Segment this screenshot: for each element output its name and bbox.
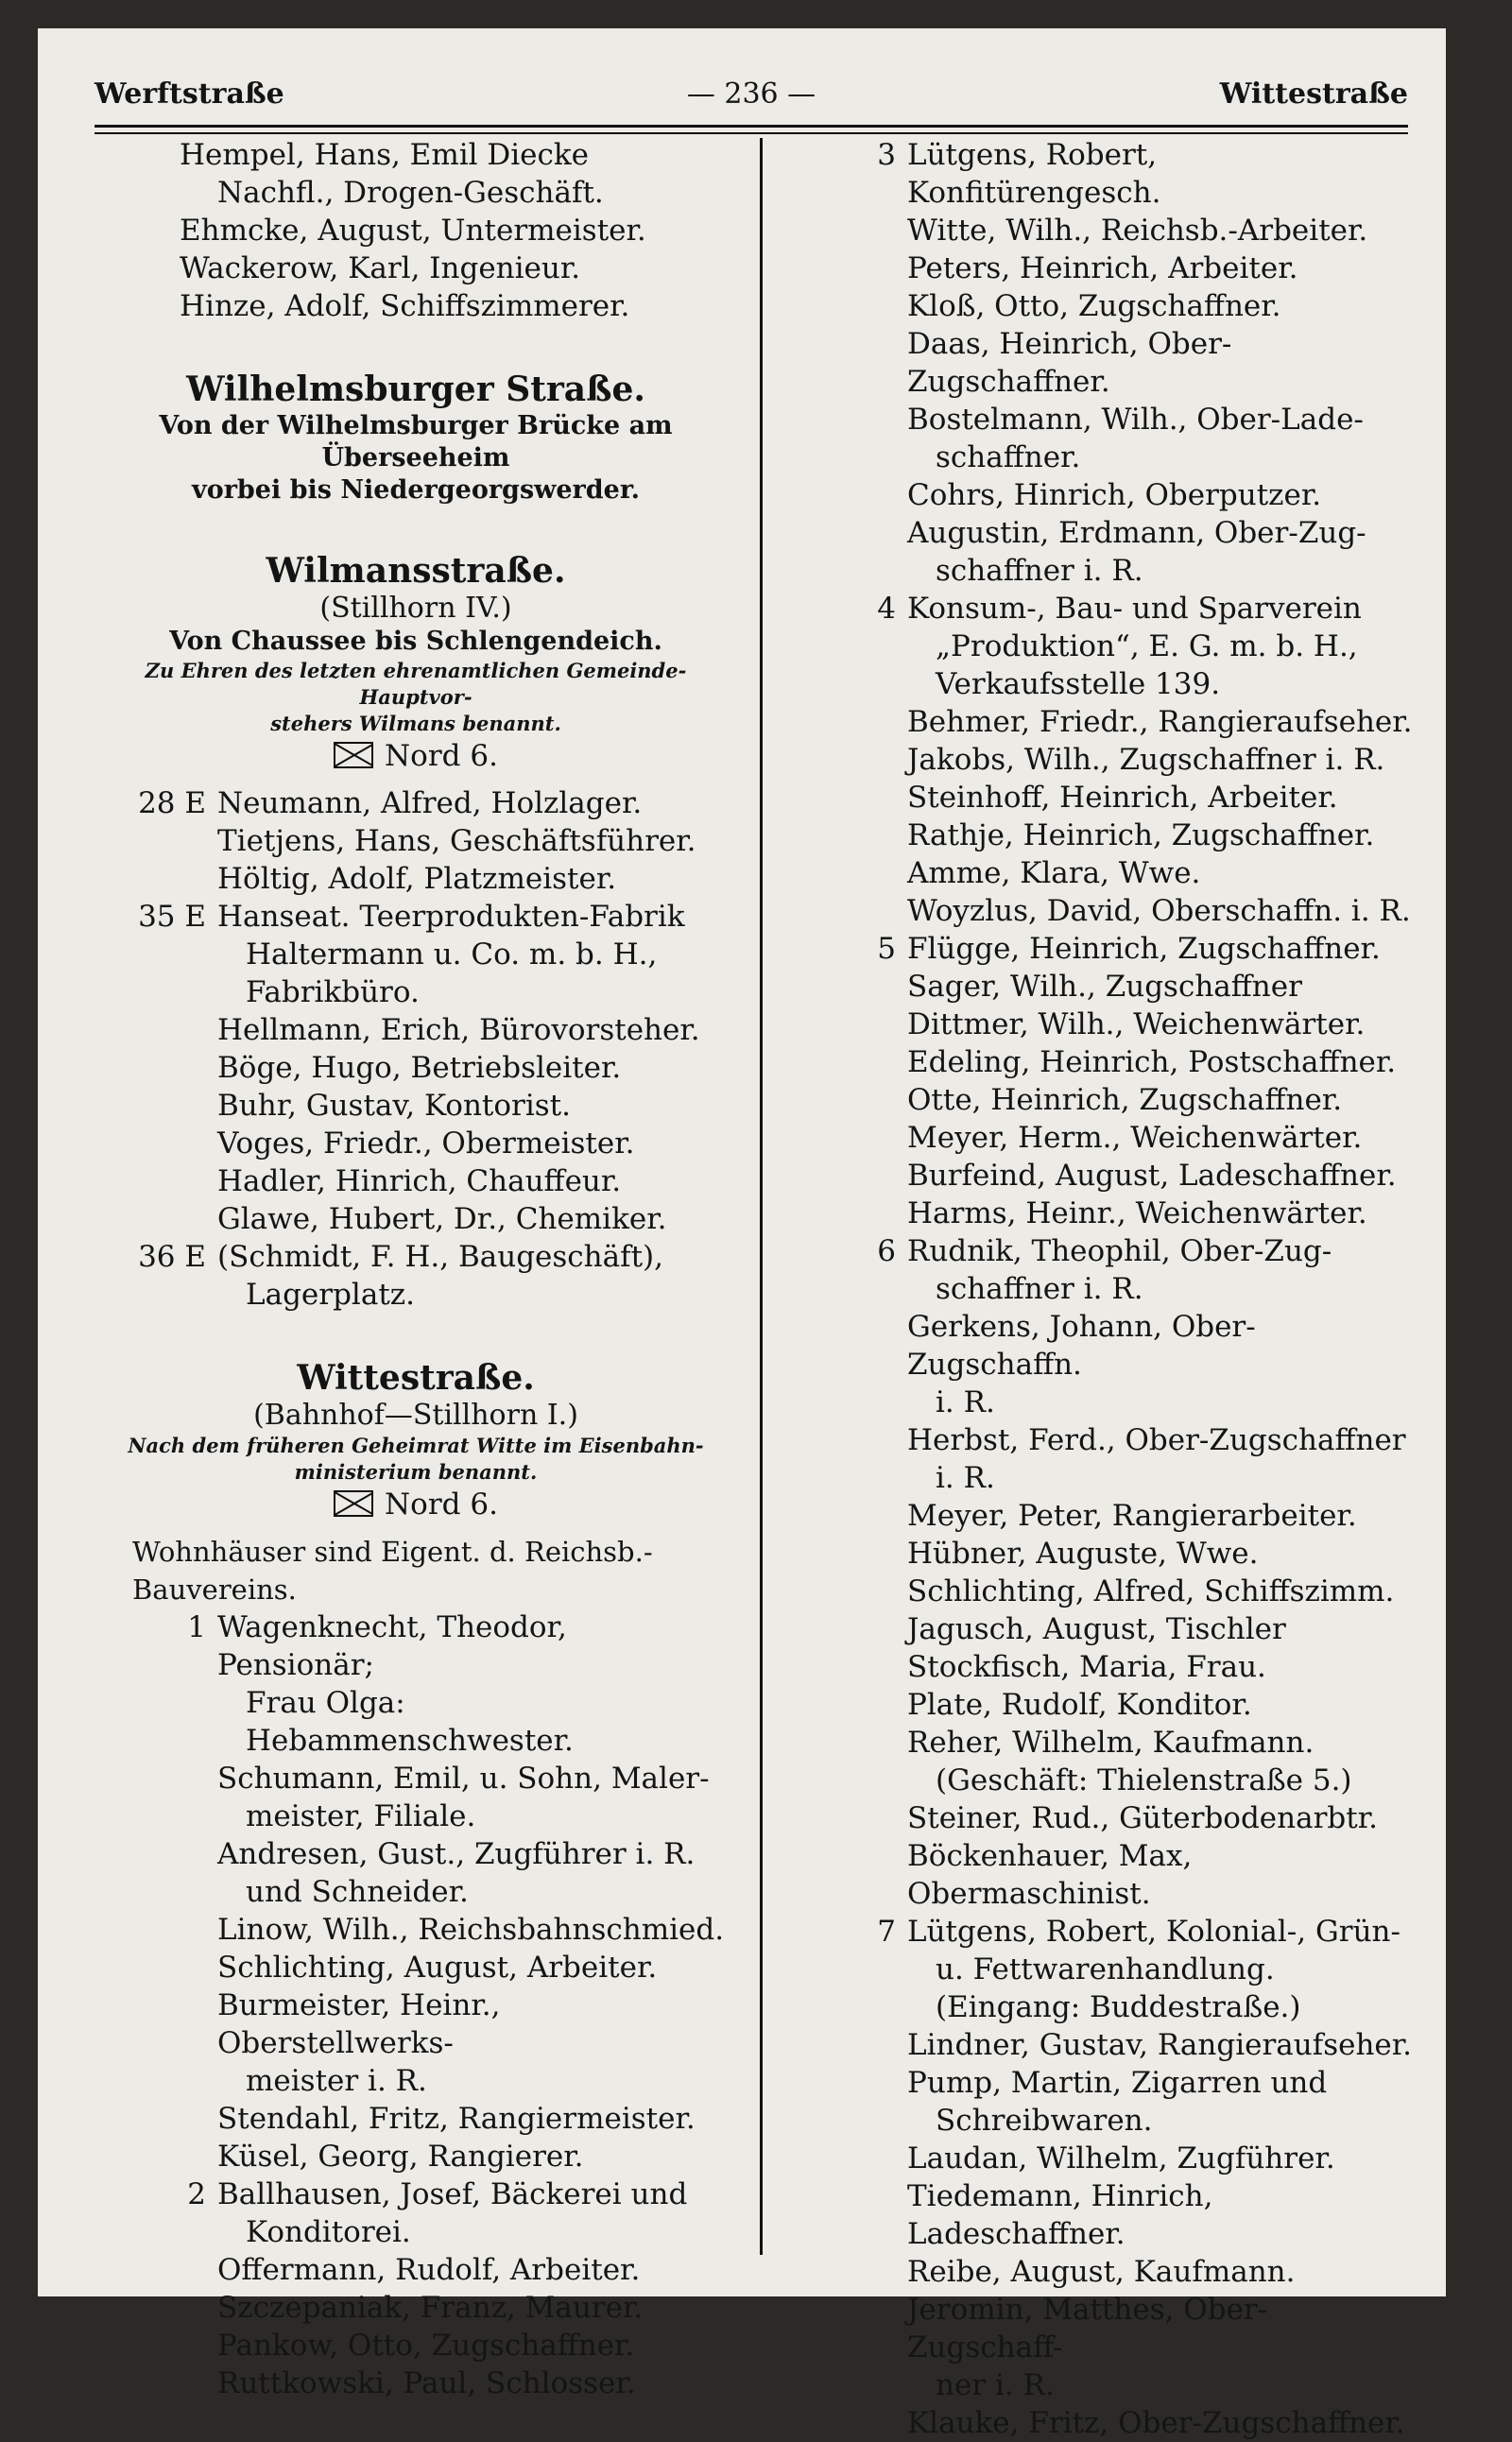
resident-entry <box>794 1308 1418 1421</box>
entry-line <box>794 817 1418 854</box>
resident-entry <box>794 1573 1418 1610</box>
resident-entry <box>104 1011 728 1049</box>
resident-entry <box>794 325 1418 401</box>
resident-entry <box>104 1087 728 1125</box>
entry-line <box>794 1119 1418 1157</box>
resident-entry <box>104 2289 728 2327</box>
entry-line <box>794 136 1418 212</box>
resident-list <box>104 1608 728 2402</box>
entry-text: Schlichting, Alfred, Schiffszimm. <box>907 1574 1395 1608</box>
entry-text: Linow, Wilh., Reichsbahnschmied. <box>217 1913 725 1947</box>
entry-continuation: i. R. <box>936 1385 995 1419</box>
continued-entries <box>104 136 728 325</box>
entry-text: Rudnik, Theophil, Ober-Zug- <box>907 1234 1332 1268</box>
entry-line <box>794 1497 1418 1535</box>
entry-line <box>794 930 1418 968</box>
resident-entry <box>104 2327 728 2365</box>
resident-entry <box>794 2253 1418 2291</box>
entry-text: Szczepaniak, Franz, Maurer. <box>217 2291 644 2325</box>
entry-line <box>794 1648 1418 1686</box>
entry-continuation: meister, Filiale. <box>246 1799 476 1833</box>
house-number: 7 <box>877 1915 896 1949</box>
entry-text: Steiner, Rud., Güterbodenarbtr. <box>907 1801 1378 1835</box>
entry-text: Hanseat. Teerprodukten-Fabrik <box>217 900 685 934</box>
entry-line <box>104 1125 728 1162</box>
entry-text: Reibe, August, Kaufmann. <box>907 2255 1296 2289</box>
entry-continuation: schaffner. <box>936 440 1081 474</box>
house-number: 3 <box>877 138 896 172</box>
street-section-witte <box>104 1357 728 2402</box>
entry-text: Dittmer, Wilh., Weichenwärter. <box>907 1007 1366 1041</box>
entry-text: Tietjens, Hans, Geschäftsführer. <box>217 824 696 858</box>
resident-entry <box>794 212 1418 249</box>
resident-entry <box>794 1497 1418 1535</box>
resident-entry <box>104 1949 728 1986</box>
entry-text: Wagenknecht, Theodor, Pensionär; <box>217 1610 567 1682</box>
resident-list <box>104 784 728 1314</box>
entry-text: Pump, Martin, Zigarren und <box>907 2066 1328 2100</box>
resident-entry <box>794 854 1418 892</box>
entry-line <box>794 1006 1418 1043</box>
resident-entry <box>794 401 1418 476</box>
document-page <box>38 28 1446 2440</box>
entry-line <box>104 1911 728 1949</box>
entry-continuation: schaffner i. R. <box>936 554 1143 588</box>
resident-entry <box>794 2291 1418 2404</box>
street-description: Von der Wilhelmsburger Brücke am Überseeheim <box>159 411 673 473</box>
entry-line <box>794 590 1418 628</box>
entry-line <box>794 779 1418 817</box>
entry-line <box>794 1535 1418 1573</box>
entry-text: Hellmann, Erich, Bürovorsteher. <box>217 1013 700 1047</box>
entry-text: Augustin, Erdmann, Ober-Zug- <box>907 516 1366 550</box>
street-naming-note: ministerium benannt. <box>294 1460 538 1484</box>
resident-entry <box>794 741 1418 779</box>
resident-entry <box>794 1081 1418 1119</box>
entry-line <box>794 249 1418 287</box>
left-column <box>104 136 728 2402</box>
resident-entry <box>794 249 1418 287</box>
entry-line <box>104 1238 728 1276</box>
entry-text: Andresen, Gust., Zugführer i. R. <box>217 1837 696 1871</box>
entry-text: Schlichting, August, Arbeiter. <box>217 1951 658 1985</box>
street-naming-note: Nach dem früheren Geheimrat Witte im Eisenbahn- <box>128 1434 704 1457</box>
house-number: 36 E <box>138 1240 206 1274</box>
entry-text: Kloß, Otto, Zugschaffner. <box>907 289 1281 323</box>
entry-line: Hempel, Hans, Emil Diecke <box>180 138 590 172</box>
entry-text: Peters, Heinrich, Arbeiter. <box>907 251 1298 285</box>
entry-line <box>794 1421 1418 1459</box>
street-location: (Bahnhof—Stillhorn I.) <box>253 1399 578 1432</box>
entry-text: Stockfisch, Maria, Frau. <box>907 1650 1266 1684</box>
resident-entry <box>794 1648 1418 1686</box>
resident-entry <box>104 2100 728 2138</box>
entry-line <box>104 784 728 822</box>
entry-text: Edeling, Heinrich, Postschaffner. <box>907 1045 1397 1079</box>
resident-list <box>794 136 1418 2442</box>
house-number: 35 E <box>138 900 206 934</box>
resident-entry <box>104 1835 728 1911</box>
street-naming-note: stehers Wilmans benannt. <box>270 712 561 735</box>
entry-text: Meyer, Peter, Rangierarbeiter. <box>907 1499 1357 1533</box>
street-naming-note: Zu Ehren des letzten ehrenamtlichen Gemeinde-Hauptvor- <box>145 659 687 709</box>
entry-line <box>104 1011 728 1049</box>
entry-line <box>794 2253 1418 2291</box>
resident-entry <box>794 1421 1418 1497</box>
entry-line <box>104 860 728 898</box>
entry-text: Gerkens, Johann, Ober-Zugschaffn. <box>907 1310 1256 1382</box>
resident-entry <box>104 898 728 1011</box>
entry-line <box>104 1986 728 2062</box>
resident-entry <box>104 1200 728 1238</box>
entry-text: Höltig, Adolf, Platzmeister. <box>217 862 617 896</box>
entry-text: Pankow, Otto, Zugschaffner. <box>217 2329 635 2363</box>
entry-text: Hadler, Hinrich, Chauffeur. <box>217 1164 622 1198</box>
entry-text: Flügge, Heinrich, Zugschaffner. <box>907 932 1381 966</box>
entry-line <box>794 1157 1418 1195</box>
entry-text: Lindner, Gustav, Rangieraufseher. <box>907 2028 1413 2062</box>
entry-continuation: Verkaufsstelle 139. <box>936 667 1221 701</box>
entry-line <box>104 2289 728 2327</box>
house-number: 1 <box>187 1610 206 1644</box>
resident-entry <box>794 2026 1418 2064</box>
entry-continuation: schaffner i. R. <box>936 1272 1143 1306</box>
entry-line <box>794 287 1418 325</box>
entry-line: Wackerow, Karl, Ingenieur. <box>180 251 581 285</box>
street-heading: Wilmansstraße. <box>266 551 566 591</box>
entry-text: (Schmidt, F. H., Baugeschäft), <box>217 1240 663 1274</box>
entry-text: Cohrs, Hinrich, Oberputzer. <box>907 478 1322 512</box>
entry-text: Meyer, Herm., Weichenwärter. <box>907 1121 1363 1155</box>
entry-line <box>794 1232 1418 1270</box>
entry-continuation: Schreibwaren. <box>936 2104 1153 2138</box>
resident-entry <box>794 892 1418 930</box>
entry-line <box>794 892 1418 930</box>
envelope-icon <box>334 742 373 768</box>
entry-line <box>794 1686 1418 1724</box>
entry-text: Amme, Klara, Wwe. <box>907 856 1201 890</box>
postal-district <box>104 737 728 775</box>
resident-entry <box>794 590 1418 703</box>
entry-line: Nachfl., Drogen-Geschäft. <box>217 176 604 210</box>
resident-entry <box>104 1049 728 1087</box>
entry-line <box>794 1610 1418 1648</box>
resident-entry <box>794 1913 1418 2026</box>
resident-entry <box>104 1238 728 1314</box>
entry-text: Steinhoff, Heinrich, Arbeiter. <box>907 781 1338 815</box>
entry-line <box>794 1081 1418 1119</box>
entry-continuation: (Eingang: Buddestraße.) <box>936 1990 1301 2024</box>
resident-entry <box>794 930 1418 968</box>
entry-text: Konsum-, Bau- und Sparverein <box>907 592 1362 626</box>
entry-continuation: „Produktion“, E. G. m. b. H., <box>936 629 1358 663</box>
entry-line <box>794 703 1418 741</box>
resident-entry <box>104 860 728 898</box>
resident-entry <box>794 287 1418 325</box>
entry-text: Jagusch, August, Tischler <box>907 1612 1286 1646</box>
entry-continuation: Fabrikbüro. <box>246 975 420 1009</box>
entry-text: Lütgens, Robert, Kolonial-, Grün- <box>907 1915 1400 1949</box>
resident-entry <box>794 968 1418 1006</box>
header-left-street: Werftstraße <box>94 77 284 111</box>
entry-text: Hübner, Auguste, Wwe. <box>907 1537 1259 1571</box>
entry-line <box>104 2251 728 2289</box>
entry-line <box>104 898 728 936</box>
resident-entry <box>794 1043 1418 1081</box>
entry-line <box>794 2177 1418 2253</box>
entry-line <box>104 2327 728 2365</box>
house-number: 28 E <box>138 786 206 820</box>
entry-text: Neumann, Alfred, Holzlager. <box>217 786 643 820</box>
column-divider <box>760 138 763 2255</box>
entry-continuation: ner i. R. <box>936 2368 1055 2402</box>
entry-line <box>794 476 1418 514</box>
resident-entry <box>104 2365 728 2402</box>
entry-line <box>104 2365 728 2402</box>
entry-text: Böckenhauer, Max, Obermaschinist. <box>907 1839 1193 1911</box>
entry-continuation: meister i. R. <box>246 2064 427 2098</box>
resident-entry <box>794 2064 1418 2140</box>
entry-line <box>794 212 1418 249</box>
entry-text: Sager, Wilh., Zugschaffner <box>907 970 1302 1004</box>
entry-text: Reher, Wilhelm, Kaufmann. <box>907 1726 1314 1760</box>
entry-text: Behmer, Friedr., Rangieraufseher. <box>907 705 1413 739</box>
postal-district <box>104 1486 728 1523</box>
house-number: 5 <box>877 932 896 966</box>
resident-entry <box>794 1686 1418 1724</box>
entry-text: Tiedemann, Hinrich, Ladeschaffner. <box>907 2179 1213 2251</box>
resident-entry <box>794 1006 1418 1043</box>
entry-text: Buhr, Gustav, Kontorist. <box>217 1089 571 1123</box>
street-location: (Stillhorn IV.) <box>319 592 512 625</box>
entry-text: Witte, Wilh., Reichsb.-Arbeiter. <box>907 214 1368 248</box>
entry-text: Otte, Heinrich, Zugschaffner. <box>907 1083 1343 1117</box>
entry-continuation: und Schneider. <box>246 1875 469 1909</box>
entry-line <box>794 968 1418 1006</box>
entry-line: Ehmcke, August, Untermeister. <box>180 214 646 248</box>
street-section-wilhelmsburger <box>104 369 728 507</box>
street-description: Von Chaussee bis Schlengendeich. <box>169 627 662 656</box>
entry-text: Plate, Rudolf, Konditor. <box>907 1688 1252 1722</box>
entry-text: Daas, Heinrich, Ober-Zugschaffner. <box>907 327 1232 399</box>
entry-text: Ruttkowski, Paul, Schlosser. <box>217 2366 636 2400</box>
entry-line <box>794 401 1418 439</box>
resident-entry <box>794 1157 1418 1195</box>
entry-continuation: Haltermann u. Co. m. b. H., <box>246 937 658 972</box>
resident-entry <box>794 1724 1418 1799</box>
entry-line <box>794 741 1418 779</box>
entry-line <box>794 514 1418 552</box>
entry-line <box>794 854 1418 892</box>
resident-entry <box>104 822 728 860</box>
resident-entry <box>104 2175 728 2251</box>
resident-entry <box>104 2138 728 2175</box>
entry-continuation: (Geschäft: Thielenstraße 5.) <box>936 1763 1352 1797</box>
page-number: — 236 — <box>686 77 816 111</box>
entry-text: Ballhausen, Josef, Bäckerei und <box>217 2177 688 2211</box>
entry-text: Schumann, Emil, u. Sohn, Maler- <box>217 1762 710 1796</box>
entry-text: Harms, Heinr., Weichenwärter. <box>907 1196 1367 1230</box>
entry-line <box>794 1043 1418 1081</box>
resident-entry <box>794 1837 1418 1913</box>
entry-text: Stendahl, Fritz, Rangiermeister. <box>217 2102 696 2136</box>
entry-line <box>104 1608 728 1684</box>
header-rule <box>94 125 1408 128</box>
resident-entry <box>794 817 1418 854</box>
entry-text: Böge, Hugo, Betriebsleiter. <box>217 1051 622 1085</box>
entry-line <box>794 1195 1418 1232</box>
entry-line: Hinze, Adolf, Schiffszimmerer. <box>180 289 630 323</box>
resident-entry <box>794 1799 1418 1837</box>
envelope-icon <box>334 1490 373 1517</box>
resident-entry <box>794 1610 1418 1648</box>
resident-entry <box>794 1232 1418 1308</box>
resident-entry <box>794 514 1418 590</box>
entry-text: Herbst, Ferd., Ober-Zugschaffner <box>907 1423 1406 1457</box>
header-right-street: Wittestraße <box>1219 77 1408 111</box>
entry-text: Glawe, Hubert, Dr., Chemiker. <box>217 1202 667 1236</box>
street-section-wilmans <box>104 550 728 1314</box>
entry-line <box>794 1573 1418 1610</box>
entry-text: Rathje, Heinrich, Zugschaffner. <box>907 818 1375 852</box>
entry-line <box>104 1162 728 1200</box>
postal-district-label: Nord 6. <box>385 739 498 773</box>
entry-continuation: Lagerplatz. <box>246 1278 415 1312</box>
entry-line <box>794 2291 1418 2366</box>
resident-entry <box>794 2177 1418 2253</box>
resident-entry <box>794 1195 1418 1232</box>
entry-continuation: u. Fettwarenhandlung. <box>936 1952 1275 1986</box>
entry-text: Jakobs, Wilh., Zugschaffner i. R. <box>907 743 1385 777</box>
entry-continuation: Konditorei. <box>246 2215 411 2249</box>
street-intro-note: Wohnhäuser sind Eigent. d. Reichsb.-Bauvereins. <box>132 1536 653 1606</box>
entry-text: Laudan, Wilhelm, Zugführer. <box>907 2141 1335 2175</box>
resident-entry <box>104 1125 728 1162</box>
resident-entry <box>104 1608 728 1760</box>
entry-text: Offermann, Rudolf, Arbeiter. <box>217 2253 641 2287</box>
entry-text: Burfeind, August, Ladeschaffner. <box>907 1159 1397 1193</box>
running-header <box>94 77 1408 125</box>
resident-entry <box>794 136 1418 212</box>
entry-line <box>794 1913 1418 1951</box>
entry-text: Burmeister, Heinr., Oberstellwerks- <box>217 1988 501 2060</box>
entry-line <box>794 325 1418 401</box>
entry-line <box>794 1308 1418 1384</box>
resident-entry <box>794 2404 1418 2442</box>
entry-line <box>794 2404 1418 2442</box>
entry-text: Voges, Friedr., Obermeister. <box>217 1126 635 1161</box>
postal-district-label: Nord 6. <box>385 1488 498 1522</box>
entry-line <box>104 2138 728 2175</box>
resident-entry <box>104 1911 728 1949</box>
resident-entry <box>794 703 1418 741</box>
entry-continuation: i. R. <box>936 1461 995 1495</box>
house-number: 2 <box>187 2177 206 2211</box>
house-number: 6 <box>877 1234 896 1268</box>
entry-line <box>104 822 728 860</box>
resident-entry <box>794 779 1418 817</box>
resident-entry <box>104 784 728 822</box>
entry-text: Bostelmann, Wilh., Ober-Lade- <box>907 403 1364 437</box>
entry-text: Jeromin, Matthes, Ober-Zugschaff- <box>907 2293 1268 2365</box>
entry-line <box>104 1200 728 1238</box>
street-description: vorbei bis Niedergeorgswerder. <box>192 475 640 505</box>
entry-text: Küsel, Georg, Rangierer. <box>217 2140 584 2174</box>
entry-line <box>104 1760 728 1797</box>
entry-line <box>794 2064 1418 2102</box>
street-heading: Wilhelmsburger Straße. <box>186 370 645 409</box>
header-rule-thin <box>94 132 1408 134</box>
street-heading: Wittestraße. <box>297 1358 535 1398</box>
resident-entry <box>104 1986 728 2100</box>
entry-text: Klauke, Fritz, Ober-Zugschaffner. <box>907 2406 1405 2440</box>
entry-line <box>104 2175 728 2213</box>
entry-continuation: Frau Olga: Hebammenschwester. <box>246 1686 574 1758</box>
resident-entry <box>104 1760 728 1835</box>
entry-line <box>794 1799 1418 1837</box>
resident-entry <box>104 2251 728 2289</box>
house-number: 4 <box>877 592 896 626</box>
entry-text: Woyzlus, David, Oberschaffn. i. R. <box>907 894 1411 928</box>
resident-entry <box>794 476 1418 514</box>
right-column <box>794 136 1418 2442</box>
resident-entry <box>794 1535 1418 1573</box>
entry-line <box>794 2140 1418 2177</box>
entry-line <box>104 1835 728 1873</box>
entry-line <box>794 1724 1418 1762</box>
entry-line <box>104 2100 728 2138</box>
resident-entry <box>794 2140 1418 2177</box>
entry-line <box>104 1087 728 1125</box>
resident-entry <box>794 1119 1418 1157</box>
entry-line <box>104 1049 728 1087</box>
resident-entry <box>104 1162 728 1200</box>
entry-line <box>794 2026 1418 2064</box>
entry-line <box>794 1837 1418 1913</box>
entry-text: Lütgens, Robert, Konfitürengesch. <box>907 138 1161 210</box>
entry-line <box>104 1949 728 1986</box>
